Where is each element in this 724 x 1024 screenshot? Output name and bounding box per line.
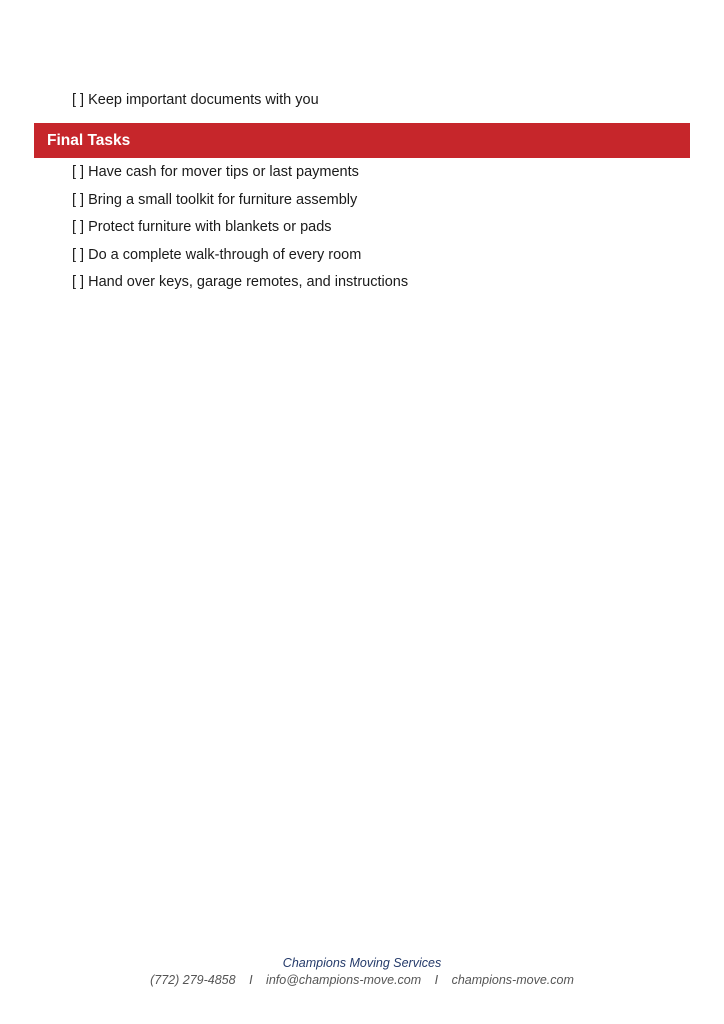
footer-phone: (772) 279-4858 [150, 973, 236, 987]
footer-separator: I [434, 973, 439, 987]
footer-website[interactable]: champions-move.com [451, 973, 574, 987]
checklist-item: [ ] Do a complete walk-through of every room [72, 247, 362, 263]
footer-separator: I [249, 973, 253, 987]
section-title: Final Tasks [47, 131, 131, 149]
checklist-item: [ ] Protect furniture with blankets or pads [72, 219, 332, 235]
footer-company-name: Champions Moving Services [282, 956, 442, 970]
checklist-item: [ ] Keep important documents with you [72, 92, 319, 108]
footer-contact-line [0, 973, 724, 987]
section-header-final-tasks [34, 123, 690, 158]
checklist-item: [ ] Hand over keys, garage remotes, and instructions [72, 274, 409, 290]
checklist-item: [ ] Have cash for mover tips or last payments [72, 164, 359, 180]
checklist-item: [ ] Bring a small toolkit for furniture assembly [72, 192, 358, 208]
footer-email[interactable]: info@champions-move.com [266, 973, 422, 987]
